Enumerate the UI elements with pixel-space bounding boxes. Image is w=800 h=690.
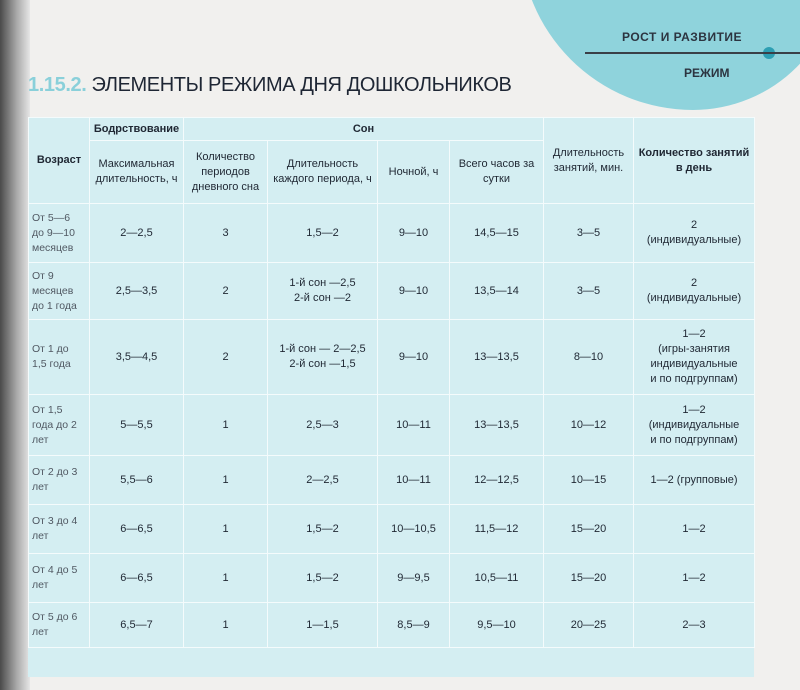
nap-length-cell: 1-й сон —2,5 2-й сон —2: [268, 263, 378, 320]
night-cell: 9—10: [378, 263, 450, 320]
wake-cell: 2,5—3,5: [90, 263, 184, 320]
table-row: [29, 505, 755, 554]
header-wake-group: Бодрствование: [90, 118, 184, 141]
age-cell: От 1 до 1,5 года: [29, 320, 90, 395]
total-cell: 13,5—14: [450, 263, 544, 320]
lesson-cell: 15—20: [544, 505, 634, 554]
subsection-label: РЕЖИМ: [684, 66, 730, 80]
header-night: Ночной, ч: [378, 141, 450, 204]
total-cell: 13—13,5: [450, 395, 544, 456]
count-cell: 2 (индивидуальные): [634, 263, 755, 320]
night-cell: 10—10,5: [378, 505, 450, 554]
naps-cell: 1: [184, 395, 268, 456]
total-cell: 11,5—12: [450, 505, 544, 554]
age-cell: От 2 до 3 лет: [29, 456, 90, 505]
header-total: Всего часов за сутки: [450, 141, 544, 204]
regimen-table-container: [28, 117, 754, 677]
wake-cell: 6—6,5: [90, 554, 184, 603]
night-cell: 9—9,5: [378, 554, 450, 603]
total-cell: 10,5—11: [450, 554, 544, 603]
age-cell: От 5—6 до 9—10 месяцев: [29, 204, 90, 263]
table-row: [29, 456, 755, 505]
nap-length-cell: 1,5—2: [268, 204, 378, 263]
age-cell: От 4 до 5 лет: [29, 554, 90, 603]
header-naps-count: Количество периодов дневного сна: [184, 141, 268, 204]
nap-length-cell: 1,5—2: [268, 505, 378, 554]
header-lesson-duration: Длительность занятий, мин.: [544, 118, 634, 204]
lesson-cell: 3—5: [544, 204, 634, 263]
lesson-cell: 10—12: [544, 395, 634, 456]
age-cell: От 3 до 4 лет: [29, 505, 90, 554]
wake-cell: 5—5,5: [90, 395, 184, 456]
wake-cell: 6,5—7: [90, 603, 184, 648]
header-nap-duration: Длительность каждого периода, ч: [268, 141, 378, 204]
naps-cell: 2: [184, 320, 268, 395]
header-lessons-per-day: Количество занятий в день: [634, 118, 755, 204]
night-cell: 9—10: [378, 320, 450, 395]
lesson-cell: 20—25: [544, 603, 634, 648]
naps-cell: 1: [184, 554, 268, 603]
count-cell: 2 (индивидуальные): [634, 204, 755, 263]
table-row: [29, 395, 755, 456]
table-row: [29, 603, 755, 648]
total-cell: 9,5—10: [450, 603, 544, 648]
lesson-cell: 10—15: [544, 456, 634, 505]
age-cell: От 9 месяцев до 1 года: [29, 263, 90, 320]
night-cell: 10—11: [378, 456, 450, 505]
section-rule: [585, 52, 800, 54]
regimen-table: [28, 117, 755, 648]
count-cell: 2—3: [634, 603, 755, 648]
count-cell: 1—2: [634, 505, 755, 554]
wake-cell: 6—6,5: [90, 505, 184, 554]
page-title: [28, 74, 512, 97]
lesson-cell: 3—5: [544, 263, 634, 320]
age-cell: От 5 до 6 лет: [29, 603, 90, 648]
nap-length-cell: 1—1,5: [268, 603, 378, 648]
count-cell: 1—2 (групповые): [634, 456, 755, 505]
table-row: [29, 554, 755, 603]
header-wake-max: Максимальная длительность, ч: [90, 141, 184, 204]
page-binding-shadow: [0, 0, 30, 690]
naps-cell: 2: [184, 263, 268, 320]
table-row: [29, 320, 755, 395]
night-cell: 9—10: [378, 204, 450, 263]
wake-cell: 3,5—4,5: [90, 320, 184, 395]
title-text: ЭЛЕМЕНТЫ РЕЖИМА ДНЯ ДОШКОЛЬНИКОВ: [91, 74, 512, 96]
naps-cell: 1: [184, 603, 268, 648]
header-age: Возраст: [29, 118, 90, 204]
total-cell: 12—12,5: [450, 456, 544, 505]
decorative-corner-shape: [520, 0, 800, 110]
nap-length-cell: 1,5—2: [268, 554, 378, 603]
naps-cell: 1: [184, 456, 268, 505]
header-sleep-group: Сон: [184, 118, 544, 141]
wake-cell: 5,5—6: [90, 456, 184, 505]
total-cell: 13—13,5: [450, 320, 544, 395]
total-cell: 14,5—15: [450, 204, 544, 263]
naps-cell: 3: [184, 204, 268, 263]
night-cell: 8,5—9: [378, 603, 450, 648]
lesson-cell: 8—10: [544, 320, 634, 395]
age-cell: От 1,5 года до 2 лет: [29, 395, 90, 456]
nap-length-cell: 2—2,5: [268, 456, 378, 505]
count-cell: 1—2: [634, 554, 755, 603]
count-cell: 1—2 (игры-занятия индивидуальные и по подгруппам): [634, 320, 755, 395]
count-cell: 1—2 (индивидуальные и по подгруппам): [634, 395, 755, 456]
nap-length-cell: 1-й сон — 2—2,5 2-й сон —1,5: [268, 320, 378, 395]
lesson-cell: 15—20: [544, 554, 634, 603]
night-cell: 10—11: [378, 395, 450, 456]
section-label: РОСТ И РАЗВИТИЕ: [622, 30, 743, 44]
section-number: 1.15.2.: [28, 74, 87, 96]
table-row: [29, 204, 755, 263]
naps-cell: 1: [184, 505, 268, 554]
wake-cell: 2—2,5: [90, 204, 184, 263]
nap-length-cell: 2,5—3: [268, 395, 378, 456]
table-row: [29, 263, 755, 320]
